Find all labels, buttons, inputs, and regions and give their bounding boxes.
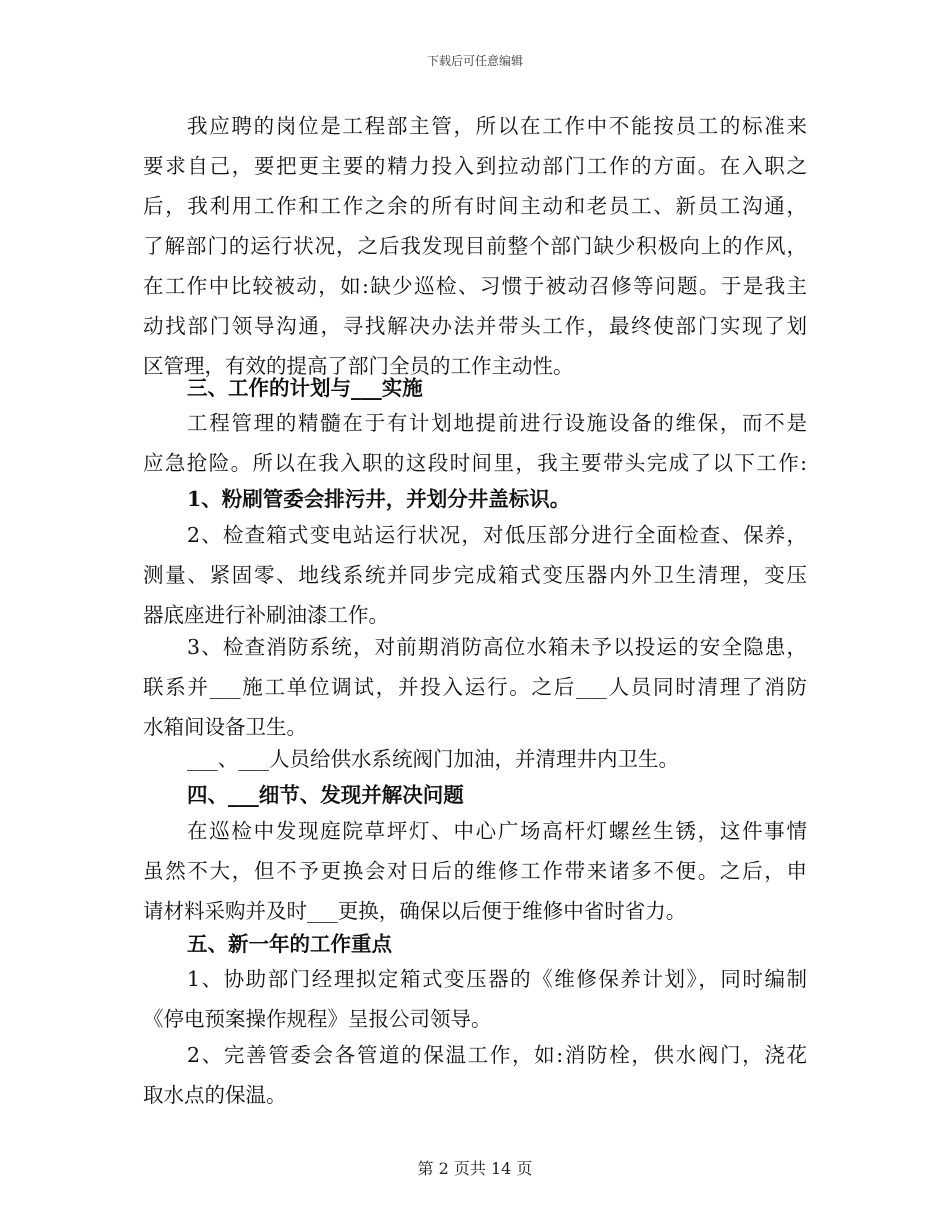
paragraph-line: 联系并___施工单位调试，并投入运行。之后___人员同时清理了消防: [143, 675, 807, 699]
paragraph-line: 后，我利用工作和工作之余的所有时间主动和老员工、新员工沟通，: [143, 194, 807, 218]
section-heading: 五、新一年的工作重点: [187, 932, 392, 956]
paragraph-line: 要求自己，要把更主要的精力投入到拉动部门工作的方面。在入职之: [143, 154, 807, 178]
paragraph-line: 在巡检中发现庭院草坪灯、中心广场高杆灯螺丝生锈，这件事情: [187, 819, 807, 843]
paragraph-line: 了解部门的运行状况，之后我发现目前整个部门缺少积极向上的作风，: [143, 234, 807, 258]
section-heading: 四、___细节、发现并解决问题: [187, 783, 464, 807]
paragraph-line: 取水点的保温。: [143, 1083, 287, 1107]
paragraph-line: 2、完善管委会各管道的保温工作，如:消防栓，供水阀门，浇花: [187, 1043, 807, 1067]
paragraph-line: 器底座进行补刷油漆工作。: [143, 603, 389, 627]
paragraph-line: 2、检查箱式变电站运行状况，对低压部分进行全面检查、保养，: [187, 523, 807, 547]
paragraph-line: 工程管理的精髓在于有计划地提前进行设施设备的维保，而不是: [187, 411, 807, 435]
paragraph-line: ___、___人员给供水系统阀门加油，并清理井内卫生。: [187, 747, 679, 771]
list-item-heading: 1、粉刷管委会排污井，并划分井盖标识。: [187, 487, 571, 511]
paragraph-line: 在工作中比较被动，如:缺少巡检、习惯于被动召修等问题。于是我主: [143, 274, 807, 298]
paragraph-line: 1、协助部门经理拟定箱式变压器的《维修保养计划》，同时编制: [187, 967, 807, 991]
paragraph-line: 3、检查消防系统，对前期消防高位水箱未予以投运的安全隐患，: [187, 635, 807, 659]
paragraph-line: 《停电预案操作规程》呈报公司领导。: [143, 1007, 492, 1031]
section-heading: 三、工作的计划与___实施: [187, 376, 423, 400]
page-header: 下载后可任意编辑: [426, 54, 523, 68]
paragraph-line: 区管理，有效的提高了部门全员的工作主动性。: [143, 354, 574, 378]
page-footer: 第 2 页共 14 页: [417, 1159, 533, 1178]
paragraph-line: 虽然不大，但不予更换会对日后的维修工作带来诸多不便。之后，申: [143, 859, 807, 883]
paragraph-line: 请材料采购并及时___更换，确保以后便于维修中省时省力。: [143, 899, 687, 923]
paragraph-line: 动找部门领导沟通，寻找解决办法并带头工作，最终使部门实现了划: [143, 314, 807, 338]
paragraph-line: 水箱间设备卫生。: [143, 715, 307, 739]
paragraph-line: 应急抢险。所以在我入职的这段时间里，我主要带头完成了以下工作:: [143, 451, 807, 475]
paragraph-line: 我应聘的岗位是工程部主管，所以在工作中不能按员工的标准来: [187, 114, 807, 138]
paragraph-line: 测量、紧固零、地线系统并同步完成箱式变压器内外卫生清理，变压: [143, 563, 807, 587]
